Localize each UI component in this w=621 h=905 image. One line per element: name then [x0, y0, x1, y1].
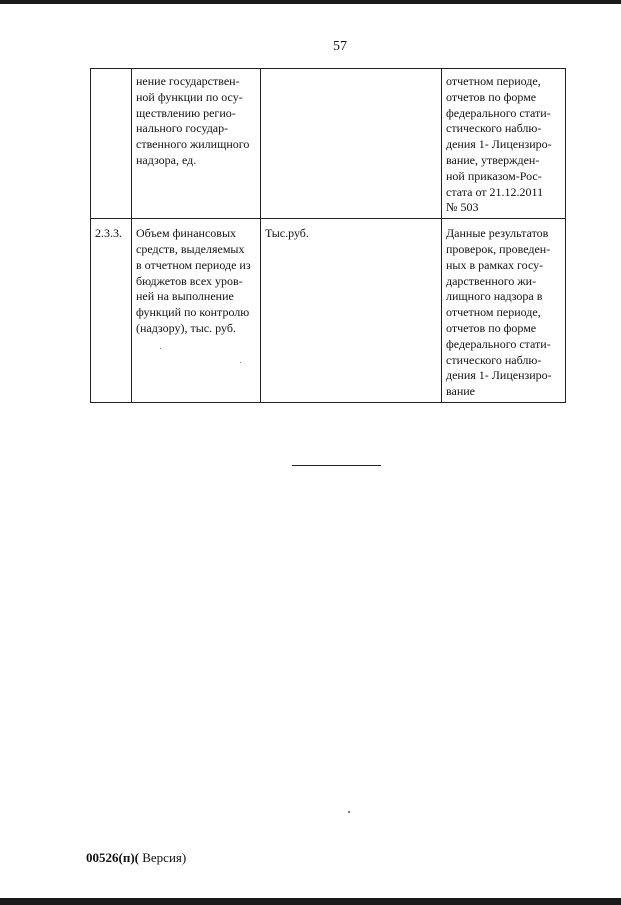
- source-cell: Данные результатов проверок, проведен- ных в рамках госу- дарственного жи- лищного надзора в отчетном периоде, отчетов по форме федерального стати- стического наблю- дения 1- Лицензиро- вание: [442, 219, 566, 403]
- row-number-cell: [91, 69, 132, 219]
- table-row: [91, 219, 566, 403]
- scan-edge-top: [0, 0, 621, 4]
- footer-version: Версия): [138, 850, 187, 865]
- indicators-table: [90, 68, 566, 403]
- indicator-cell: нение государствен- ной функции по осу- ществлению регио- нального государ- ственного жилищного надзора, ед.: [132, 69, 261, 219]
- indicator-cell: Объем финансовых средств, выделяемых в отчетном периоде из бюджетов всех уров- ней на выполнение функций по контролю (надзору), тыс. руб.: [132, 219, 261, 403]
- scan-speck: [160, 348, 161, 349]
- source-cell: отчетном периоде, отчетов по форме федерального стати- стического наблю- дения 1- Лицензиро- вание, утвержден- ной приказом-Рос- стата от 21.12.2011 № 503: [442, 69, 566, 219]
- footer-code: 00526(п)(: [86, 850, 139, 865]
- row-number-cell: 2.3.3.: [91, 219, 132, 403]
- scan-speck: [348, 811, 350, 813]
- scan-edge-bottom: [0, 898, 621, 905]
- unit-cell: [261, 69, 442, 219]
- scan-speck: [240, 362, 241, 363]
- section-divider-line: [292, 465, 381, 466]
- unit-cell: Тыс.руб.: [261, 219, 442, 403]
- table-row: [91, 69, 566, 219]
- footer-document-code: [86, 850, 186, 866]
- page-number: 57: [333, 39, 347, 54]
